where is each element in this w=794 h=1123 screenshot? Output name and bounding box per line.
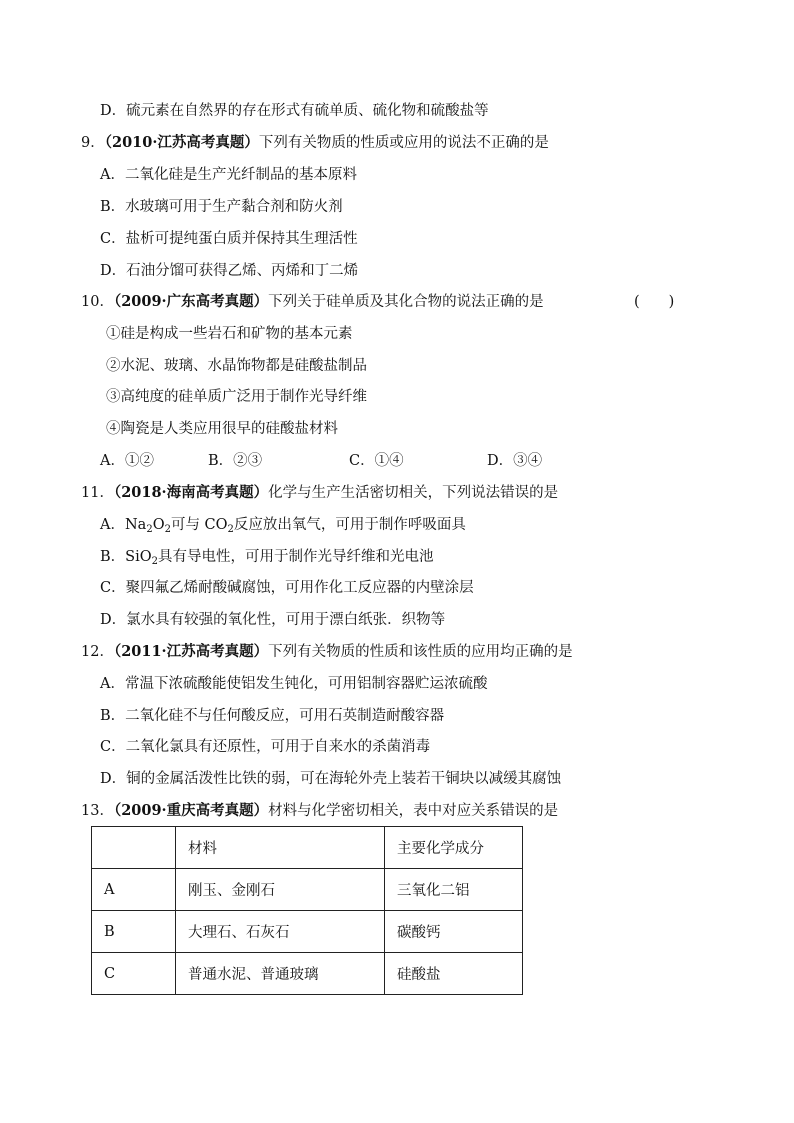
q9-option-a: A．二氧化硅是生产光纤制品的基本原料	[100, 167, 357, 183]
question-source: （2009·重庆高考真题）	[113, 802, 269, 819]
question-text: 材料与化学密切相关，表中对应关系错误的是	[268, 803, 559, 819]
question-source: （2018·海南高考真题）	[113, 484, 269, 501]
question-text: 下列有关物质的性质或应用的说法不正确的是	[258, 135, 549, 151]
table-cell: C	[92, 953, 176, 995]
answer-bracket: ( )	[634, 294, 675, 310]
q9-option-c: C．盐析可提纯蛋白质并保持其生理活性	[100, 231, 358, 247]
q10-choice-a: A．①②	[100, 453, 154, 469]
table-header-cell	[92, 827, 176, 869]
table-cell: 硅酸盐	[385, 953, 523, 995]
question-number: 13．	[81, 803, 114, 819]
question-text: 下列有关物质的性质和该性质的应用均正确的是	[268, 644, 573, 660]
table-header-cell: 材料	[176, 827, 385, 869]
q12-option-d: D．铜的金属活泼性比铁的弱，可在海轮外壳上装若干铜块以减缓其腐蚀	[100, 771, 562, 787]
table-cell: 碳酸钙	[385, 911, 523, 953]
table-row	[92, 953, 523, 995]
q9-option-d: D．石油分馏可获得乙烯、丙烯和丁二烯	[100, 263, 359, 279]
table-cell: 三氧化二铝	[385, 869, 523, 911]
table-header-row	[92, 827, 523, 869]
question-12-stem	[81, 642, 573, 662]
q11-option-b: B．SiO$_2$具有导电性，可用于制作光导纤维和光电池	[100, 549, 434, 567]
table-header-cell: 主要化学成分	[385, 827, 523, 869]
q8-option-d: D．硫元素在自然界的存在形式有硫单质、硫化物和硫酸盐等	[100, 103, 489, 119]
question-9-stem	[81, 133, 549, 153]
materials-table	[91, 826, 523, 995]
q10-statement-4: ④陶瓷是人类应用很早的硅酸盐材料	[106, 421, 338, 437]
table-cell: A	[92, 869, 176, 911]
question-source: （2010·江苏高考真题）	[104, 134, 259, 151]
q11-option-d: D．氯水具有较强的氧化性，可用于漂白纸张．织物等	[100, 612, 446, 628]
question-source: （2011·江苏高考真题）	[113, 643, 269, 660]
q12-option-c: C．二氧化氯具有还原性，可用于自来水的杀菌消毒	[100, 739, 431, 755]
table-cell: 大理石、石灰石	[176, 911, 385, 953]
table-row	[92, 869, 523, 911]
q10-choice-b: B．②③	[208, 453, 263, 469]
q11-option-a: A．$Na_2O_2$可与 $CO_2$反应放出氧气，可用于制作呼吸面具	[100, 517, 466, 535]
question-number: 10．	[81, 294, 114, 310]
q12-option-a: A．常温下浓硫酸能使铝发生钝化，可用铝制容器贮运浓硫酸	[100, 676, 488, 692]
question-source: （2009·广东高考真题）	[113, 293, 269, 310]
question-number: 12．	[81, 644, 114, 660]
q11-option-c: C．聚四氟乙烯耐酸碱腐蚀，可用作化工反应器的内壁涂层	[100, 580, 474, 596]
table-cell: 刚玉、金刚石	[176, 869, 385, 911]
table-cell: B	[92, 911, 176, 953]
q10-statement-1: ①硅是构成一些岩石和矿物的基本元素	[106, 326, 353, 342]
q10-choice-d: D．③④	[487, 453, 543, 469]
question-10-stem	[81, 292, 544, 312]
q12-option-b: B．二氧化硅不与任何酸反应，可用石英制造耐酸容器	[100, 708, 445, 724]
question-text: 化学与生产生活密切相关，下列说法错误的是	[268, 485, 559, 501]
question-number: 11．	[81, 485, 114, 501]
q10-statement-2: ②水泥、玻璃、水晶饰物都是硅酸盐制品	[106, 358, 367, 374]
question-11-stem	[81, 483, 558, 503]
table-cell: 普通水泥、普通玻璃	[176, 953, 385, 995]
table-row	[92, 911, 523, 953]
question-text: 下列关于硅单质及其化合物的说法正确的是	[268, 294, 544, 310]
q9-option-b: B．水玻璃可用于生产黏合剂和防火剂	[100, 199, 343, 215]
q10-choice-c: C．①④	[349, 453, 404, 469]
question-number: 9．	[81, 135, 105, 151]
q10-statement-3: ③高纯度的硅单质广泛用于制作光导纤维	[106, 389, 367, 405]
question-13-stem	[81, 801, 558, 821]
